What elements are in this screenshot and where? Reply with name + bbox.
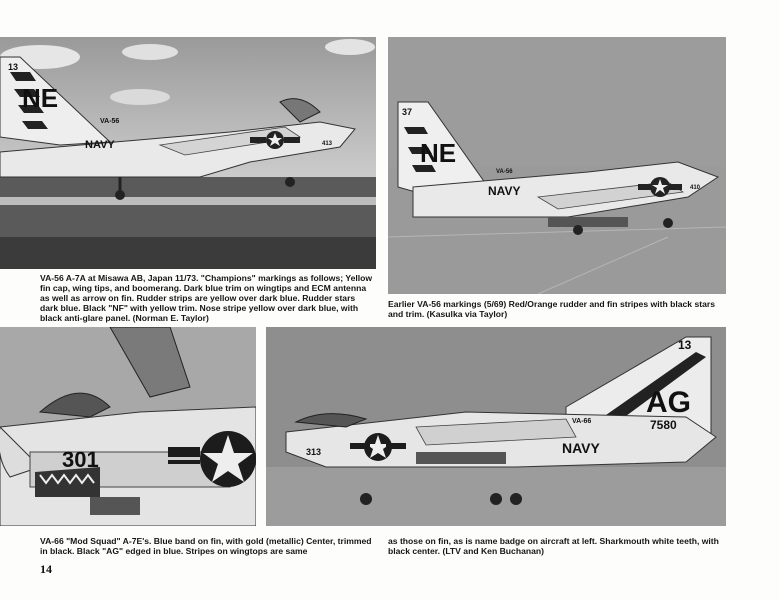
squadron-text: VA-66 — [572, 418, 592, 425]
tail-number-text: 413 — [322, 141, 333, 147]
modex-text: 13 — [678, 338, 692, 352]
fin-code-text: NE — [22, 83, 59, 113]
caption-bottom-right: as those on fin, as is name badge on aircraft at left. Sharkmouth white teeth, with black center. (LTV and Ken Buchanan) — [388, 536, 719, 556]
fin-code-text: NE — [420, 138, 457, 168]
modex-text: 13 — [8, 62, 19, 72]
navy-text: NAVY — [562, 440, 600, 456]
page-number: 14 — [40, 562, 52, 576]
fin-code-text: AG — [646, 386, 691, 419]
photo-va56-a7a-misawa — [0, 37, 376, 269]
navy-text: NAVY — [488, 184, 521, 198]
tail-number-text: 410 — [690, 185, 701, 191]
photo-va66-sharkmouth — [0, 327, 256, 526]
photo-va66-ag-7580 — [266, 327, 726, 526]
photo-va56-earlier-markings — [388, 37, 726, 294]
caption-bottom-left: VA-66 "Mod Squad" A-7E's. Blue band on fin, with gold (metallic) Center, trimmed in black. Black "AG" edged in blue. Stripes on wingtops are same — [40, 536, 372, 556]
nose-number-text: 313 — [306, 447, 322, 457]
caption-top-right: Earlier VA-56 markings (5/69) Red/Orange rudder and fin stripes with black stars and trim. (Kasulka via Taylor) — [388, 299, 715, 319]
modex-text: 37 — [402, 107, 413, 117]
side-number-text: 301 — [62, 447, 99, 472]
navy-text: NAVY — [85, 139, 115, 151]
squadron-text: VA-56 — [100, 118, 120, 125]
squadron-text: VA-56 — [496, 169, 513, 175]
bureau-number-text: 7580 — [650, 418, 677, 432]
caption-top-left: VA-56 A-7A at Misawa AB, Japan 11/73. "Champions" markings as follows; Yellow fin cap, wing tips, and boomerang. Dark blue trim on wingtips and ECM antenna as well as arrow on fin. Rudder strips are yellow over dark blue. Rudder stars dark blue. Black "NF" with yellow trim. Nose stripe yellow over dark blue, with black anti-glare panel. (Norman E. Taylor) — [40, 273, 373, 323]
